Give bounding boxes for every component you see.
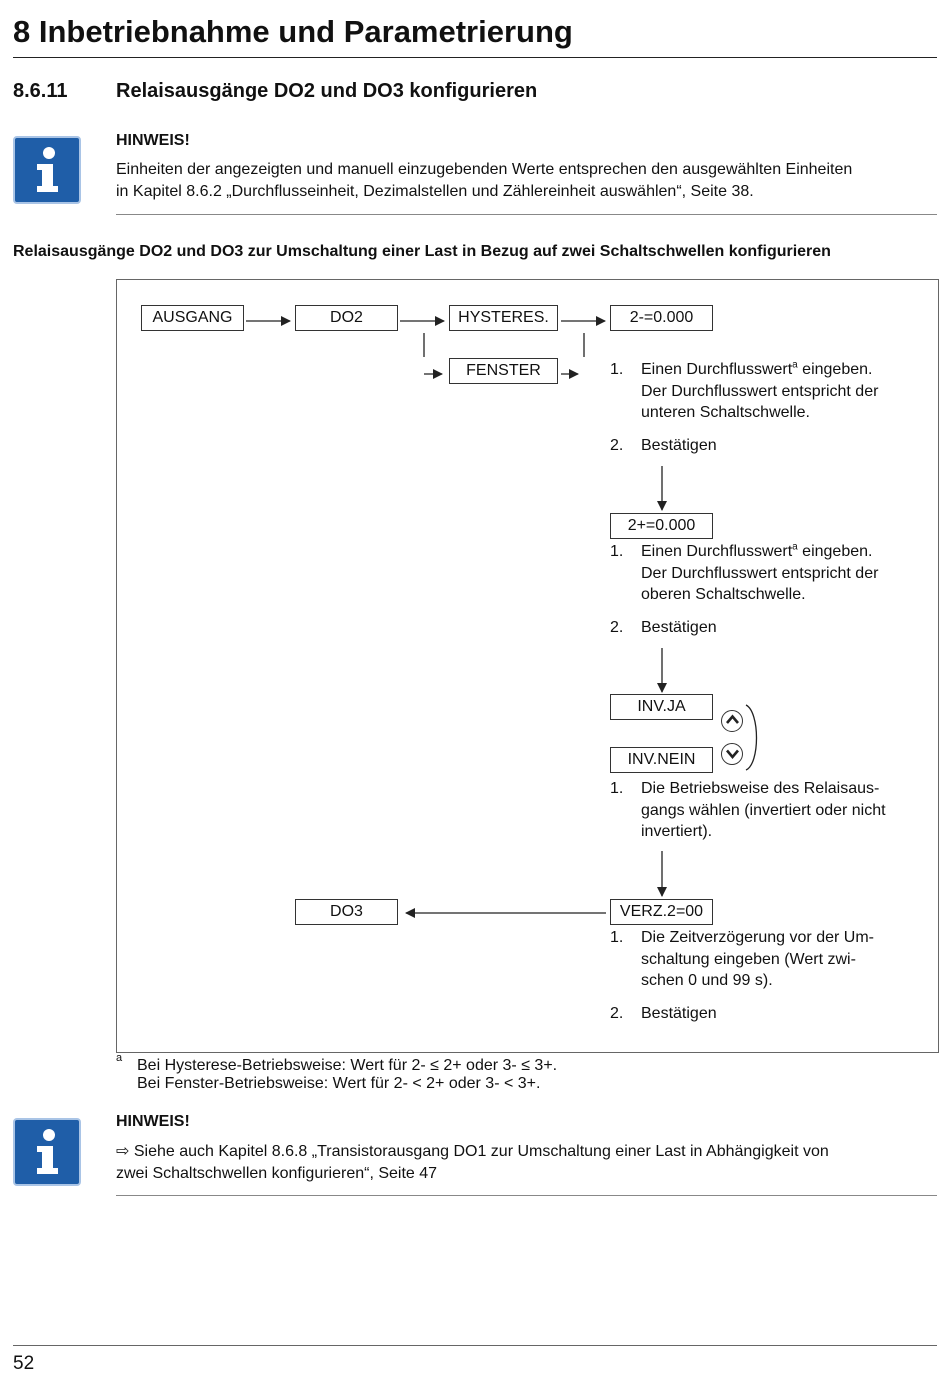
- box-high-threshold: 2+=0.000: [610, 513, 713, 539]
- page-number: 52: [13, 1353, 35, 1374]
- note-label: HINWEIS!: [116, 132, 190, 149]
- step-block-4: [610, 927, 930, 1027]
- chevron-down-icon: [723, 744, 742, 763]
- step-block-2: [610, 541, 930, 641]
- box-inv-ja: INV.JA: [610, 694, 713, 720]
- note-line: in Kapitel 8.6.2 „Durchflusseinheit, Dezimalstellen und Zählereinheit auswählen“, Seite 38.: [116, 183, 754, 200]
- step-block-1: [610, 359, 930, 459]
- chapter-title: 8 Inbetriebnahme und Parametrierung: [13, 14, 573, 49]
- step-number: 1.: [610, 929, 624, 946]
- down-button: [721, 743, 743, 765]
- section-title: Relaisausgänge DO2 und DO3 konfigurieren: [116, 80, 538, 102]
- toggle-bracket: [746, 705, 757, 770]
- footnote-marker: a: [116, 1052, 123, 1064]
- step-text: Bestätigen: [641, 437, 717, 454]
- step-number: 1.: [610, 361, 624, 378]
- info-icon: [13, 1118, 81, 1186]
- step-number: 2.: [610, 619, 624, 636]
- box-ausgang: AUSGANG: [141, 305, 244, 331]
- step-text: Die Zeitverzögerung vor der Um- schaltung eingeben (Wert zwi- schen 0 und 99 s).: [641, 929, 874, 989]
- box-verz: VERZ.2=00: [610, 899, 713, 925]
- note-rule: [116, 1195, 937, 1196]
- note-label: HINWEIS!: [116, 1113, 190, 1130]
- step-text: Bestätigen: [641, 619, 717, 636]
- step-number: 2.: [610, 437, 624, 454]
- footnote-text: [137, 1057, 557, 1093]
- step-number: 1.: [610, 543, 624, 560]
- step-text: Einen Durchflusswert$^a$ eingeben. Der Durchflusswert entspricht der unteren Schaltschwelle.: [641, 359, 879, 421]
- section-number: 8.6.11: [13, 80, 68, 102]
- step-number: 1.: [610, 780, 624, 797]
- box-hysteres: HYSTERES.: [449, 305, 558, 331]
- note-line: Einheiten der angezeigten und manuell einzugebenden Werte entsprechen den ausgewählten Einheiten: [116, 161, 853, 178]
- box-fenster: FENSTER: [449, 358, 558, 384]
- box-do2: DO2: [295, 305, 398, 331]
- footer-rule: [13, 1345, 937, 1346]
- box-low-threshold: 2-=0.000: [610, 305, 713, 331]
- chevron-up-icon: [723, 711, 742, 730]
- box-do3: DO3: [295, 899, 398, 925]
- footnote-line: Bei Fenster-Betriebsweise: Wert für 2- < 2+ oder 3- < 3+.: [137, 1075, 541, 1092]
- up-button: [721, 710, 743, 732]
- footnote-line: Bei Hysterese-Betriebsweise: Wert für 2- ≤ 2+ oder 3- ≤ 3+.: [137, 1057, 558, 1074]
- subheading: Relaisausgänge DO2 und DO3 zur Umschaltung einer Last in Bezug auf zwei Schaltschwellen konfigurieren: [13, 243, 831, 260]
- note-text: [116, 1141, 941, 1185]
- box-inv-nein: INV.NEIN: [610, 747, 713, 773]
- cross-reference-link[interactable]: Siehe auch Kapitel 8.6.8 „Transistorausgang DO1 zur Umschaltung einer Last in Abhängigkeit von: [129, 1143, 829, 1160]
- step-number: 2.: [610, 1005, 624, 1022]
- step-text: Die Betriebsweise des Relaisaus- gangs wählen (invertiert oder nicht invertiert).: [641, 780, 886, 840]
- step-block-3: [610, 778, 930, 848]
- cross-reference-link[interactable]: zwei Schaltschwellen konfigurieren“, Seite 47: [116, 1165, 438, 1182]
- arrow-icon: ⇨: [116, 1143, 130, 1160]
- step-text: Einen Durchflusswert$^a$ eingeben. Der Durchflusswert entspricht der oberen Schaltschwelle.: [641, 541, 879, 603]
- step-text: Bestätigen: [641, 1005, 717, 1022]
